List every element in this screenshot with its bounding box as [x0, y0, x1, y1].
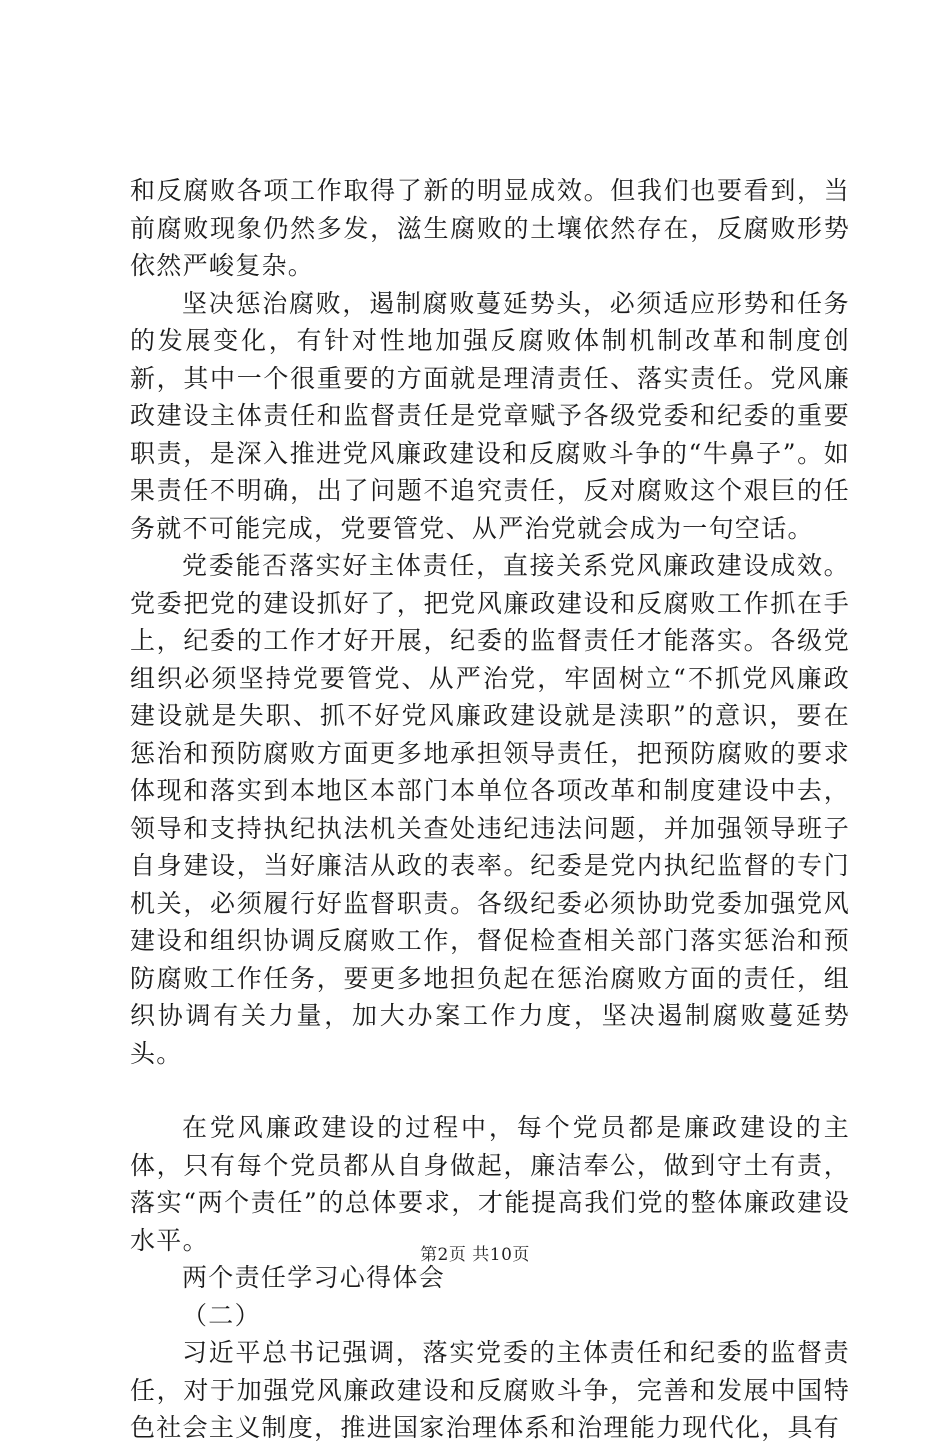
paragraph-spacer: [130, 1072, 850, 1109]
page-footer: 第2页 共10页: [420, 1245, 530, 1265]
paragraph-1: 和反腐败各项工作取得了新的明显成效。但我们也要看到，当前腐败现象仍然多发，滋生腐败的土壤依然存在，反腐败形势依然严峻复杂。: [130, 176, 850, 280]
paragraph-2: 坚决惩治腐败，遏制腐败蔓延势头，必须适应形势和任务的发展变化，有针对性地加强反腐败体制机制改革和制度创新，其中一个很重要的方面就是理清责任、落实责任。党风廉政建设主体责任和监督责任是党章赋予各级党委和纪委的重要职责，是深入推进党风廉政建设和反腐败斗争的“牛鼻子”。如果责任不明确，出了问题不追究责任，反对腐败这个艰巨的任务就不可能完成，党要管党、从严治党就会成为一句空话。: [130, 288, 850, 543]
paragraph-3: 党委能否落实好主体责任，直接关系党风廉政建设成效。党委把党的建设抓好了，把党风廉政建设和反腐败工作抓在手上，纪委的工作才好开展，纪委的监督责任才能落实。各级党组织必须坚持党要管党、从严治党，牢固树立“不抓党风廉政建设就是失职、抓不好党风廉政建设就是渎职”的意识，要在惩治和预防腐败方面更多地承担领导责任，把预防腐败的要求体现和落实到本地区本部门本单位各项改革和制度建设中去，领导和支持执纪执法机关查处违纪违法问题，并加强领导班子自身建设，当好廉洁从政的表率。纪委是党内执纪监督的专门机关，必须履行好监督职责。各级纪委必须协助党委加强党风建设和组织协调反腐败工作，督促检查相关部门落实惩治和预防腐败工作任务，要更多地担负起在惩治腐败方面的责任，组织协调有关力量，加大办案工作力度，坚决遏制腐败蔓延势头。: [130, 551, 850, 1068]
section-title: 两个责任学习心得体会: [182, 1263, 446, 1292]
paragraph-4: 在党风廉政建设的过程中，每个党员都是廉政建设的主体，只有每个党员都从自身做起，廉洁奉公，做到守土有责，落实“两个责任”的总体要求，才能提高我们党的整体廉政建设水平。: [130, 1113, 850, 1255]
section-number: （二）: [182, 1300, 261, 1330]
closing-paragraph: 习近平总书记强调，落实党委的主体责任和纪委的监督责任，对于加强党风廉政建设和反腐败斗争，完善和发展中国特色社会主义制度，推进国家治理体系和治理能力现代化，具有: [130, 1338, 850, 1442]
